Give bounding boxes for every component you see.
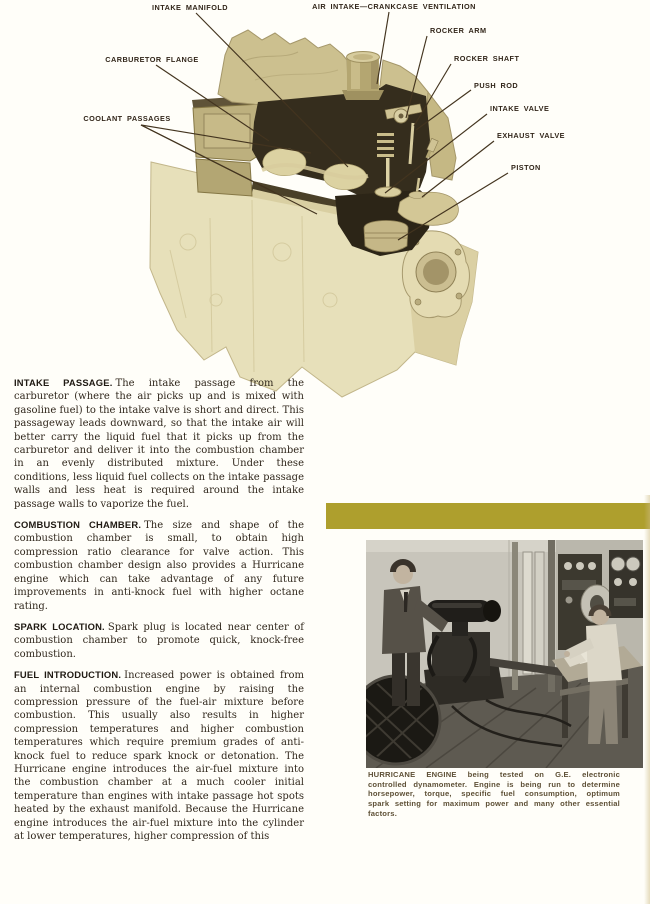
photo-caption: HURRICANE ENGINE being tested on G.E. electronic controlled dynamometer. Engine is being run to determine horsepower, torque, specific fuel consumption, optimum spark setting for maximum power and many other essential factors. (368, 770, 620, 818)
diagram-label-exhaust-valve: EXHAUST VALVE (497, 131, 565, 140)
diagram-label-air-intake-crankcase-ventilation: AIR INTAKE—CRANKCASE VENTILATION (312, 2, 476, 11)
diagram-label-piston: PISTON (511, 163, 541, 172)
section-body: The intake passage from the carburetor (where the air picks up and is mixed with gasoline fuel) to the intake valve is short and direct. This passageway leads downward, so that the intake air will better carry the liquid fuel that it picks up from the carburetor and deliver it into the combustion chamber in an evenly distributed mixture. Under these conditions, less liquid fuel collects on the intake passage walls and less heat is required around the intake passage walls to vaporize the fuel. (14, 378, 305, 510)
section-body: Increased power is obtained from an internal combustion engine by raising the compression pressure of the fuel-air mixture before combustion. This usually also results in higher compression temperatures and higher combustion temperatures which require premium grades of anti-knock fuel to reduce spark knock or detonation. The Hurricane engine introduces the air-fuel mixture into the combustion chamber at a much cooler initial temperature than engines with intake passage hot spots heated by the exhaust manifold. Because the Hurricane engine introduces the air-fuel mixture into the cylinder at lower temperatures, higher compression of this (14, 670, 304, 842)
section-spark-location (14, 620, 304, 661)
diagram-label-push-rod: PUSH ROD (474, 81, 519, 90)
accent-band (326, 503, 650, 529)
cylinder-head-right (426, 92, 456, 180)
section-intake-passage (14, 376, 304, 511)
section-heading: FUEL INTRODUCTION. (14, 669, 122, 681)
section-heading: COMBUSTION CHAMBER. (14, 519, 142, 531)
engine-cutaway-illustration (0, 0, 650, 410)
diagram-label-carburetor-flange: CARBURETOR FLANGE (105, 55, 199, 64)
diagram-label-intake-manifold: INTAKE MANIFOLD (152, 3, 228, 12)
diagram-label-intake-valve: INTAKE VALVE (490, 104, 550, 113)
page-edge-shading (644, 495, 650, 904)
control-panel (609, 550, 643, 618)
section-combustion-chamber (14, 518, 304, 613)
section-heading: INTAKE PASSAGE. (14, 377, 113, 388)
dynamometer-photo (366, 540, 643, 768)
diagram-label-rocker-shaft: ROCKER SHAFT (454, 54, 520, 63)
dynamometer-photo-art (366, 540, 643, 768)
diagram-label-rocker-arm: ROCKER ARM (430, 26, 487, 35)
section-body: The size and shape of the combustion chamber is small, to obtain high compression ratio clearance for valve action. This combustion chamber design also provides a Hurricane engine which can take advantage of any future improvements in anti-knock fuel with higher octane rating. (14, 520, 304, 612)
section-fuel-introduction (14, 668, 304, 843)
piston-shape (364, 221, 408, 253)
article-column (14, 376, 304, 850)
section-heading: SPARK LOCATION. (14, 620, 105, 632)
section-body: Spark plug is located near center of combustion chamber to promote quick, knock-free combustion. (14, 621, 304, 660)
air-intake-cap (342, 52, 384, 101)
diagram-label-coolant-passages: COOLANT PASSAGES (83, 114, 171, 123)
